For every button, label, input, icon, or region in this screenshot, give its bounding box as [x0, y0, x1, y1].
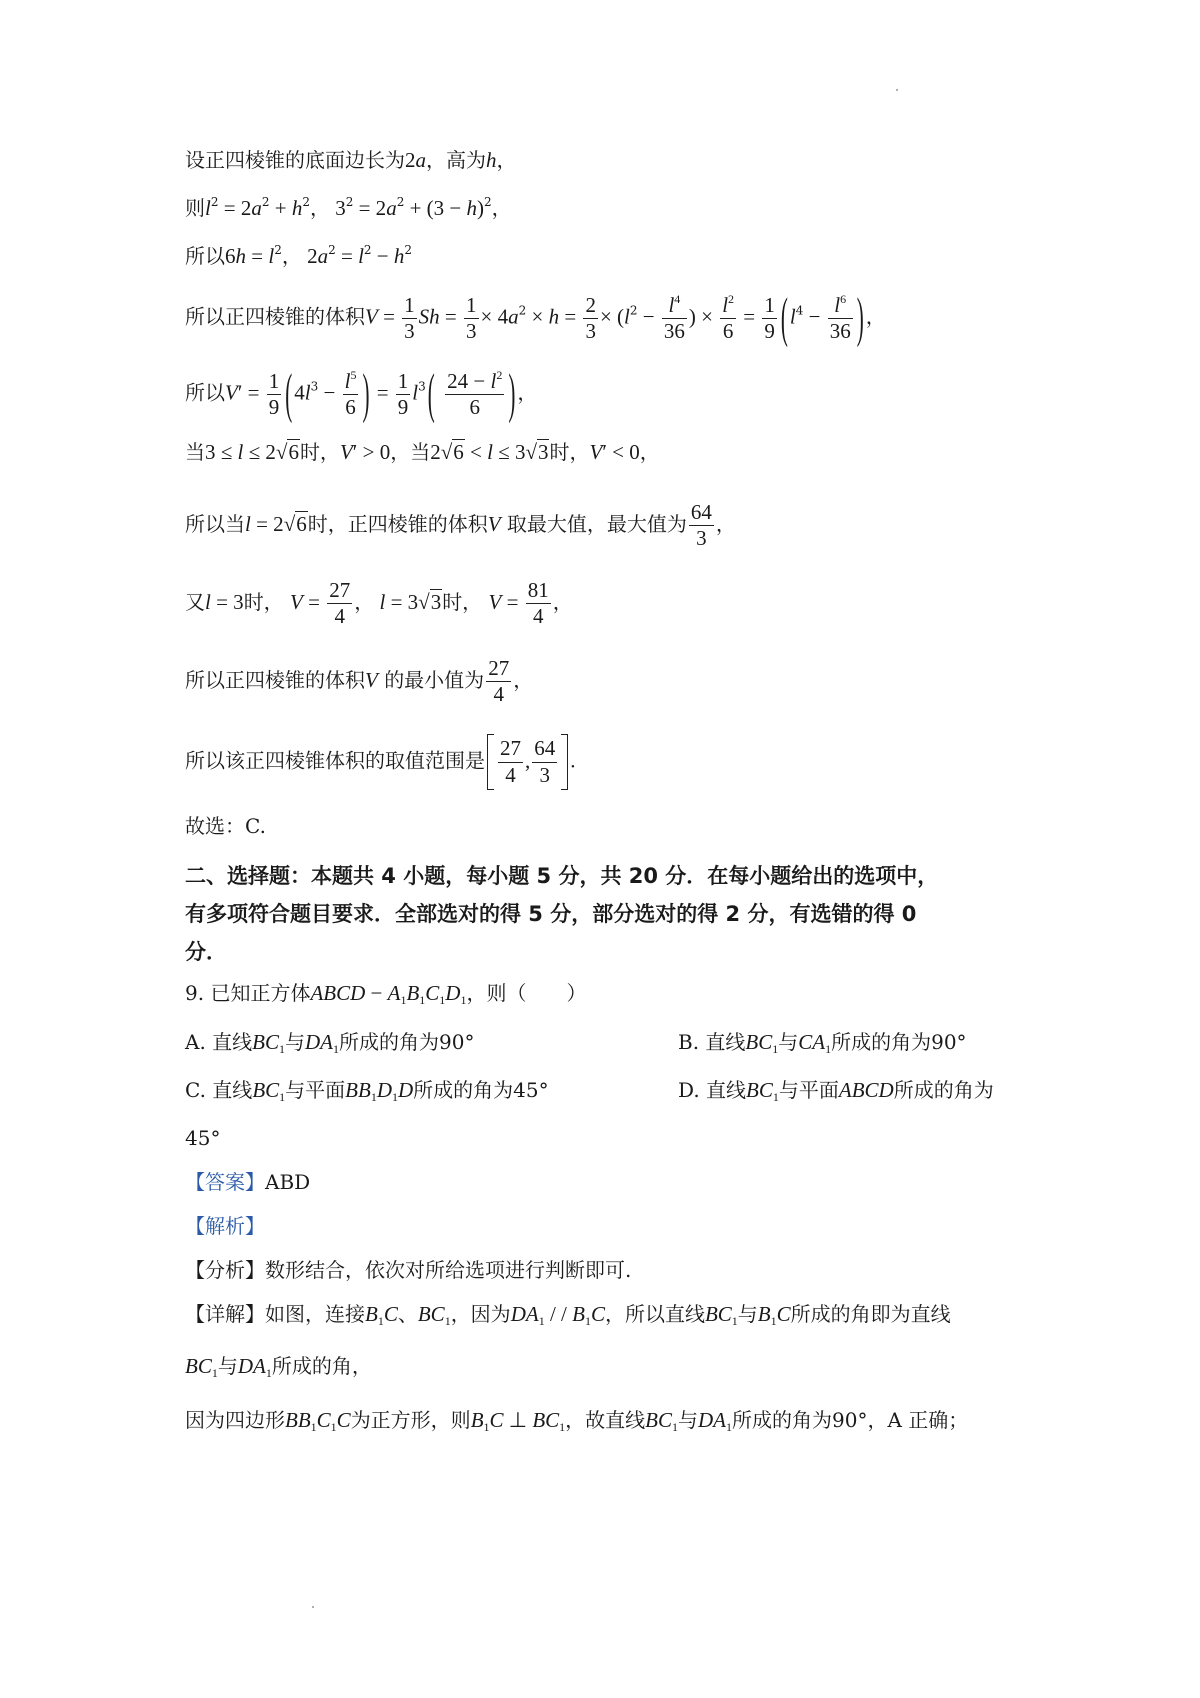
section-heading-line-1: 二、选择题：本题共 4 小题，每小题 5 分，共 20 分．在每小题给出的选项中，	[185, 864, 939, 888]
detail-line-1: 【详解】如图，连接$B_1C$、$BC_1$，因为$DA_1$ / / $B_1C$，所以直线$BC_1$与$B_1C$所成的角即为直线	[185, 1302, 951, 1328]
analysis-heading: 【解析】	[185, 1214, 265, 1238]
detail-line-3: 因为四边形$BB_1C_1C$为正方形，则$B_1C$ ⊥ $BC_1$，故直线$BC_1$与$DA_1$所成的角为90°，A 正确；	[185, 1408, 969, 1434]
option-a: A. 直线$BC_1$与$DA_1$所成的角为90°	[185, 1030, 475, 1056]
option-c: C. 直线$BC_1$与平面$BB_1D_1D$所成的角为45°	[185, 1078, 549, 1104]
solution-line-8-endpoints: 又l = 3时， V = $\frac{27}{4}$ ， l = 3√3时， V = $\frac{81}{4}$ ，	[185, 578, 573, 629]
scan-dot	[896, 89, 898, 91]
option-d: D. 直线$BC_1$与平面ABCD所成的角为	[678, 1078, 994, 1104]
option-d-continued: 45°	[185, 1126, 221, 1150]
answer-line: 【答案】ABD	[185, 1170, 311, 1194]
solution-line-3: 所以$6h = l^2$， $2a^2 = l^2 - h^2$	[185, 243, 413, 268]
option-b: B. 直线$BC_1$与$CA_1$所成的角为90°	[678, 1030, 967, 1056]
section-heading-line-2: 有多项符合题目要求．全部选对的得 5 分，部分选对的得 2 分，有选错的得 0	[185, 902, 917, 926]
solution-line-5-derivative: 所以V′ = $\frac{1}{9}$ ($4l^3$ − $\frac{l^5}{6}$ ) = $\frac{1}{9}$ $l^3$( $\frac{24 - l^2}{6}$ ) ，	[185, 361, 538, 425]
solution-line-2: 则$l^2 = 2a^2 + h^2$， $3^2 = 2a^2 + (3 - h)^2$，	[185, 195, 512, 220]
solution-line-4-volume: 所以正四棱锥的体积V = $\frac{1}{3}$ Sh = $\frac{1}{3}$ × $4a^2 \times h$ = $\frac{2}{3}$ × ($l^2$ − $\frac{l^4}{36}$ ) × $\frac{l^2}{6}$ = $\frac{1}{9}$ ($l^4$ − $\frac{l^6}{36}$ ) ，	[185, 285, 886, 349]
solution-line-9-minimum: 所以正四棱锥的体积V 的最小值为 $\frac{27}{4}$ ，	[185, 656, 534, 707]
section-heading-line-3: 分．	[185, 940, 227, 964]
solution-line-1: 设正四棱锥的底面边长为2a，高为h，	[185, 148, 517, 172]
solution-conclusion: 故选：C.	[185, 814, 266, 838]
detail-line-2: $BC_1$与$DA_1$所成的角，	[185, 1354, 372, 1380]
solution-line-10-range: 所以该正四棱锥体积的取值范围是 $\frac{27}{4}$ , $\frac{64}{3}$ .	[185, 734, 576, 790]
analysis-summary: 【分析】数形结合，依次对所给选项进行判断即可.	[185, 1258, 632, 1282]
scan-dot	[312, 1606, 314, 1608]
question-9-stem: 9. 已知正方体ABCD − $A_1B_1C_1D_1$，则（ ）	[185, 981, 587, 1007]
solution-line-6-monotonic: 当3 ≤ l ≤ 2√6时，V′ > 0，当2√6 < l ≤ 3√3时，V′ < 0，	[185, 440, 660, 464]
solution-line-7-maximum: 所以当l = 2√6时，正四棱锥的体积V 取最大值，最大值为 $\frac{64}{3}$ ，	[185, 500, 736, 551]
